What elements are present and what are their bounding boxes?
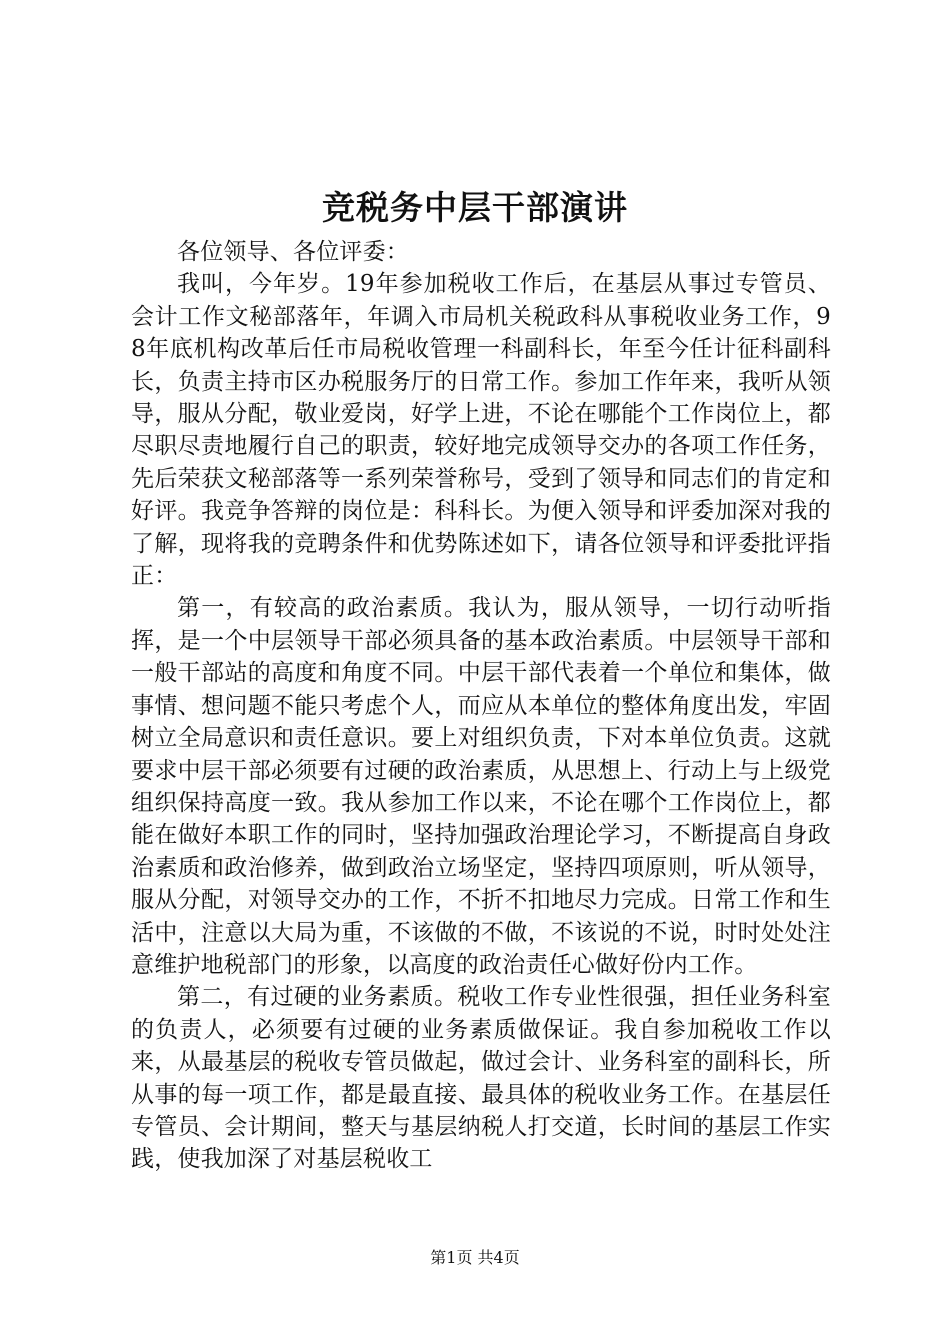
paragraph-political-quality: 第一，有较高的政治素质。我认为，服从领导，一切行动听指挥，是一个中层领导干部必须具备的基本政治素质。中层领导干部和一般干部站的高度和角度不同。中层干部代表着一个单位和集体，做事情、想问题不能只考虑个人，而应从本单位的整体角度出发，牢固树立全局意识和责任意识。要上对组织负责，下对本单位负责。这就要求中层干部必须要有过硬的政治素质，从思想上、行动上与上级党组织保持高度一致。我从参加工作以来，不论在哪个工作岗位上，都能在做好本职工作的同时，坚持加强政治理论学习，不断提高自身政治素质和政治修养，做到政治立场坚定，坚持四项原则，听从领导，服从分配，对领导交办的工作，不折不扣地尽力完成。日常工作和生活中，注意以大局为重，不该做的不做，不该说的不说，时时处处注意维护地税部门的形象，以高度的政治责任心做好份内工作。	[131, 595, 831, 978]
document-body	[131, 236, 831, 1176]
page-number-footer: 第1页 共4页	[430, 1248, 520, 1267]
document-title: 竞税务中层干部演讲	[322, 188, 628, 227]
paragraph-professional-quality: 第二，有过硬的业务素质。税收工作专业性很强，担任业务科室的负责人，必须要有过硬的业务素质做保证。我自参加税收工作以来，从最基层的税收专管员做起，做过会计、业务科室的副科长，所从事的每一项工作，都是最直接、最具体的税收业务工作。在基层任专管员、会计期间，整天与基层纳税人打交道，长时间的基层工作实践，使我加深了对基层税收工	[131, 984, 831, 1173]
paragraph-salutation: 各位领导、各位评委：	[177, 239, 409, 265]
paragraph-introduction: 我叫，今年岁。19年参加税收工作后，在基层从事过专管员、会计工作文秘部落年，年调入市局机关税政科从事税收业务工作，98年底机构改革后任市局税收管理一科副科长，年至今任计征科副科长，负责主持市区办税服务厅的日常工作。参加工作年来，我听从领导，服从分配，敬业爱岗，好学上进，不论在哪能个工作岗位上，都尽职尽责地履行自己的职责，较好地完成领导交办的各项工作任务，先后荣获文秘部落等一系列荣誉称号，受到了领导和同志们的肯定和好评。我竞争答辩的岗位是：科科长。为便入领导和评委加深对我的了解，现将我的竞聘条件和优势陈述如下，请各位领导和评委批评指正：	[131, 271, 831, 590]
